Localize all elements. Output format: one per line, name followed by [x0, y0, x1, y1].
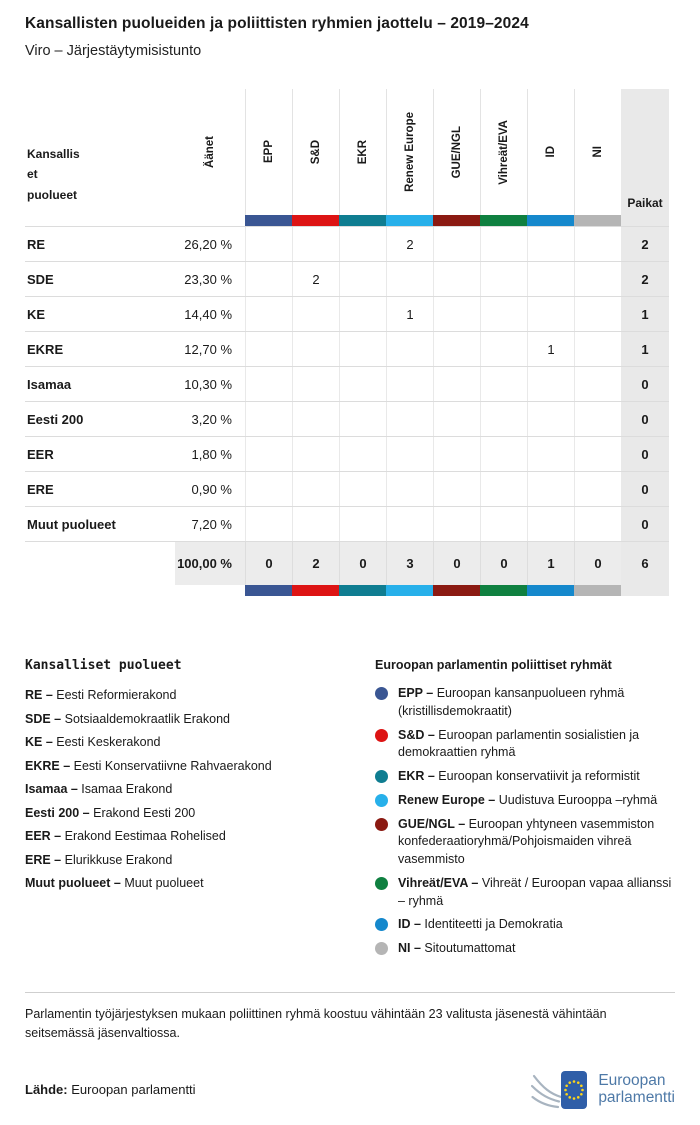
group-value-cell [527, 367, 574, 401]
source-label: Lähde: [25, 1081, 68, 1097]
group-color-dot [375, 818, 388, 831]
group-abbr: NI – [398, 941, 425, 955]
party-legend-item [25, 712, 375, 726]
group-value-cell [527, 437, 574, 471]
group-color-bar [292, 215, 339, 226]
group-value-cell [292, 227, 339, 261]
group-value-cell [574, 367, 621, 401]
group-value-cell [480, 297, 527, 331]
group-value-cell [386, 472, 433, 506]
group-value-cell [433, 437, 480, 471]
party-abbr: RE – [25, 688, 57, 702]
source-line [25, 1082, 196, 1097]
table-row [25, 401, 669, 436]
group-legend-text [398, 727, 675, 763]
strip-spacer [175, 215, 245, 226]
party-abbr: EKRE – [25, 758, 74, 773]
party-abbr: Isamaa – [25, 782, 82, 796]
group-value-cell [433, 297, 480, 331]
page-subtitle: Viro – Järjestäytymisistunto [25, 43, 202, 59]
total-group-cell: 3 [386, 542, 433, 585]
group-color-bar [245, 585, 292, 596]
group-legend-text [398, 940, 515, 958]
seats-cell: 0 [621, 507, 669, 541]
group-column-header [574, 89, 621, 215]
party-name-cell: Eesti 200 [27, 411, 84, 427]
party-legend-list [25, 688, 375, 890]
color-strip-row [25, 215, 669, 226]
group-legend-text [398, 792, 657, 810]
table-total-row [25, 541, 669, 585]
group-value-cell [433, 367, 480, 401]
group-legend-text [398, 875, 675, 911]
group-value-cell [245, 332, 292, 366]
strip-seats-cell [621, 215, 669, 226]
group-color-bar [433, 585, 480, 596]
group-value-cell [339, 332, 386, 366]
group-column-label: ID [545, 146, 557, 158]
group-color-bar [339, 585, 386, 596]
votes-cell: 7,20 % [191, 516, 232, 532]
group-value-cell [245, 437, 292, 471]
votes-column-header [175, 89, 245, 215]
seats-cell: 0 [621, 367, 669, 401]
group-color-bar [386, 215, 433, 226]
group-value-cell: 2 [386, 227, 433, 261]
group-value-cell [480, 507, 527, 541]
votes-column-label: Äänet [204, 136, 216, 168]
group-value-cell [480, 262, 527, 296]
party-abbr: ERE – [25, 852, 65, 867]
group-color-bar [339, 215, 386, 226]
group-value-cell [574, 297, 621, 331]
group-value-cell [339, 227, 386, 261]
seats-cell: 1 [621, 332, 669, 366]
group-legend-text [398, 916, 563, 934]
group-value-cell [292, 472, 339, 506]
strip-spacer [25, 215, 175, 226]
party-legend-item [25, 759, 375, 773]
strip-seats-cell [621, 585, 669, 596]
source-value: Euroopan parlamentti [71, 1081, 196, 1097]
group-color-bar [480, 585, 527, 596]
group-value-cell [480, 472, 527, 506]
total-group-cell: 0 [245, 542, 292, 585]
group-value-cell [527, 472, 574, 506]
group-description: Uudistuva Eurooppa –ryhmä [498, 792, 658, 807]
party-full-name: Isamaa Erakond [81, 782, 173, 796]
group-column-label: NI [592, 146, 604, 158]
table-row [25, 226, 669, 261]
ep-logo-mark [531, 1066, 589, 1112]
group-abbr: Renew Europe – [398, 792, 499, 807]
party-legend-item [25, 806, 375, 820]
party-full-name: Muut puolueet [124, 876, 204, 890]
group-column-label: S&D [310, 139, 322, 165]
votes-cell: 12,70 % [184, 341, 232, 357]
votes-cell: 14,40 % [184, 306, 232, 322]
table-header-row [25, 89, 669, 215]
party-abbr: Muut puolueet – [25, 876, 125, 890]
group-value-cell [527, 402, 574, 436]
party-legend-item [25, 829, 375, 843]
group-value-cell [527, 297, 574, 331]
seats-cell: 0 [621, 437, 669, 471]
party-full-name: Eesti Konservatiivne Rahvaerakond [73, 758, 272, 773]
party-name-cell: Muut puolueet [27, 516, 116, 532]
group-value-cell [386, 402, 433, 436]
party-column-header-line: puolueet [27, 187, 77, 202]
page-title: Kansallisten puolueiden ja poliittisten ryhmien jaottelu – 2019–2024 [25, 15, 529, 32]
seats-column-label: Paikat [627, 196, 663, 210]
group-value-cell [339, 472, 386, 506]
seats-column-header [621, 89, 669, 215]
group-abbr: GUE/NGL – [398, 816, 469, 831]
party-abbr: Eesti 200 – [25, 805, 94, 820]
party-full-name: Erakond Eesti 200 [93, 805, 196, 820]
color-strip-row [25, 585, 669, 596]
group-value-cell [245, 227, 292, 261]
group-value-cell [527, 507, 574, 541]
group-value-cell [386, 367, 433, 401]
strip-spacer [25, 585, 175, 596]
group-color-dot [375, 942, 388, 955]
group-legend-item [375, 768, 675, 786]
total-group-cell: 0 [339, 542, 386, 585]
group-legend-text [398, 685, 675, 721]
group-column-header [480, 89, 527, 215]
total-votes-cell: 100,00 % [175, 542, 245, 585]
group-legend-item [375, 940, 675, 958]
group-value-cell [527, 227, 574, 261]
group-column-header [245, 89, 292, 215]
source-row [25, 1066, 675, 1112]
group-value-cell [433, 402, 480, 436]
group-value-cell [339, 297, 386, 331]
group-value-cell [245, 367, 292, 401]
group-legend-item [375, 916, 675, 934]
group-value-cell [480, 332, 527, 366]
group-value-cell [339, 402, 386, 436]
group-column-header [292, 89, 339, 215]
group-legend-item [375, 792, 675, 810]
group-description: Euroopan yhtyneen vasemmiston konfederaatioryhmä/Pohjoismaiden vihreä vasemmisto [398, 816, 655, 866]
group-value-cell [292, 402, 339, 436]
group-color-bar [574, 585, 621, 596]
group-abbr: Vihreät/EVA – [398, 875, 482, 890]
group-legend-heading: Euroopan parlamentin poliittiset ryhmät [375, 658, 612, 672]
group-value-cell [480, 227, 527, 261]
group-color-dot [375, 794, 388, 807]
group-abbr: S&D – [398, 727, 439, 742]
group-value-cell [433, 472, 480, 506]
seats-cell: 0 [621, 402, 669, 436]
results-table [25, 89, 669, 596]
group-value-cell [292, 332, 339, 366]
table-row [25, 471, 669, 506]
group-color-dot [375, 687, 388, 700]
group-value-cell [574, 262, 621, 296]
group-color-dot [375, 770, 388, 783]
group-value-cell [574, 332, 621, 366]
group-color-bar [386, 585, 433, 596]
group-value-cell [386, 507, 433, 541]
party-legend-item [25, 735, 375, 749]
group-value-cell [480, 367, 527, 401]
votes-cell: 1,80 % [191, 446, 232, 462]
party-legend-item [25, 853, 375, 867]
group-value-cell [574, 437, 621, 471]
total-seats-cell: 6 [621, 542, 669, 585]
group-column-label: Renew Europe [404, 112, 416, 192]
group-description: Vihreät / Euroopan vapaa allianssi – ryhmä [398, 875, 672, 908]
party-legend-heading: Kansalliset puolueet [25, 658, 182, 673]
group-value-cell [339, 507, 386, 541]
ep-logo-text-line1: Euroopan [598, 1071, 666, 1089]
group-value-cell [386, 332, 433, 366]
party-name-cell: SDE [27, 271, 54, 287]
group-abbr: ID – [398, 917, 425, 932]
votes-cell: 10,30 % [184, 376, 232, 392]
ep-logo-text [598, 1072, 675, 1107]
group-legend-text [398, 816, 675, 869]
group-color-dot [375, 729, 388, 742]
group-value-cell [574, 402, 621, 436]
total-group-cell: 0 [433, 542, 480, 585]
group-value-cell [292, 367, 339, 401]
total-group-cell: 2 [292, 542, 339, 585]
group-value-cell [574, 227, 621, 261]
party-column-header-line: et [27, 167, 38, 182]
group-color-dot [375, 918, 388, 931]
table-row [25, 366, 669, 401]
group-color-bar [433, 215, 480, 226]
party-full-name: Elurikkuse Erakond [64, 852, 173, 867]
party-column-header [25, 89, 175, 215]
legend-section [25, 658, 675, 964]
group-value-cell [245, 297, 292, 331]
party-legend [25, 658, 375, 964]
group-value-cell [480, 437, 527, 471]
group-legend-list [375, 685, 675, 958]
votes-cell: 3,20 % [191, 411, 232, 427]
group-value-cell [433, 507, 480, 541]
group-column-label: EPP [263, 140, 275, 164]
group-value-cell [574, 507, 621, 541]
ep-logo [531, 1066, 675, 1112]
party-name-cell: KE [27, 306, 46, 322]
group-value-cell [292, 437, 339, 471]
votes-cell: 0,90 % [191, 481, 232, 497]
group-description: Euroopan kansanpuolueen ryhmä (kristillisdemokraatit) [398, 686, 625, 718]
party-name-cell: RE [27, 236, 46, 252]
party-full-name: Erakond Eestimaa Rohelised [64, 829, 226, 843]
group-value-cell [245, 472, 292, 506]
party-abbr: KE – [25, 735, 57, 749]
party-name-cell: Isamaa [27, 376, 72, 392]
group-column-header [527, 89, 574, 215]
party-abbr: SDE – [25, 711, 65, 726]
group-value-cell [245, 507, 292, 541]
party-name-cell: EER [27, 446, 54, 462]
group-value-cell: 1 [386, 297, 433, 331]
seats-cell: 0 [621, 472, 669, 506]
group-color-bar [574, 215, 621, 226]
group-abbr: EKR – [398, 769, 439, 783]
group-legend-text [398, 768, 640, 786]
group-color-bar [527, 215, 574, 226]
group-description: Identiteetti ja Demokratia [424, 917, 563, 932]
group-value-cell [339, 437, 386, 471]
seats-cell: 2 [621, 227, 669, 261]
group-value-cell [339, 262, 386, 296]
group-abbr: EPP – [398, 686, 437, 700]
votes-cell: 23,30 % [184, 271, 232, 287]
group-value-cell [433, 262, 480, 296]
party-name-cell: ERE [27, 481, 54, 497]
party-legend-item [25, 782, 375, 796]
seats-cell: 2 [621, 262, 669, 296]
total-group-cell: 0 [480, 542, 527, 585]
party-legend-item [25, 688, 375, 702]
group-value-cell [245, 402, 292, 436]
party-name-cell: EKRE [27, 341, 64, 357]
group-value-cell [386, 262, 433, 296]
table-row [25, 296, 669, 331]
party-full-name: Eesti Reformierakond [56, 688, 177, 702]
group-value-cell [245, 262, 292, 296]
group-value-cell [433, 227, 480, 261]
total-group-cell: 1 [527, 542, 574, 585]
group-value-cell: 1 [527, 332, 574, 366]
group-column-label: EKR [357, 139, 369, 165]
group-column-label: GUE/NGL [451, 125, 463, 179]
group-color-dot [375, 877, 388, 890]
group-legend-item [375, 816, 675, 869]
group-legend-item [375, 875, 675, 911]
group-value-cell: 2 [292, 262, 339, 296]
group-color-bar [480, 215, 527, 226]
group-color-bar [527, 585, 574, 596]
group-value-cell [480, 402, 527, 436]
group-value-cell [433, 332, 480, 366]
group-value-cell [527, 262, 574, 296]
group-column-label: Vihreät/EVA [498, 119, 510, 185]
party-full-name: Eesti Keskerakond [56, 735, 161, 749]
group-column-header [386, 89, 433, 215]
group-color-bar [292, 585, 339, 596]
group-legend [375, 658, 675, 964]
group-value-cell [386, 437, 433, 471]
total-spacer-cell [25, 542, 175, 585]
group-value-cell [292, 507, 339, 541]
strip-spacer [175, 585, 245, 596]
footnote: Parlamentin työjärjestyksen mukaan poliittinen ryhmä koostuu vähintään 23 valitusta jäsenestä vähintään seitsemässä jäsenvaltiossa. [25, 992, 675, 1043]
group-value-cell [292, 297, 339, 331]
party-column-header-line: Kansallis [27, 146, 80, 161]
votes-cell: 26,20 % [184, 236, 232, 252]
group-description: Euroopan konservatiivit ja reformistit [438, 769, 640, 783]
party-legend-item [25, 876, 375, 890]
table-row [25, 261, 669, 296]
group-value-cell [574, 472, 621, 506]
group-legend-item [375, 685, 675, 721]
group-description: Euroopan parlamentin sosialistien ja demokraattien ryhmä [398, 727, 640, 760]
table-row [25, 436, 669, 471]
group-column-header [433, 89, 480, 215]
table-row [25, 506, 669, 541]
group-column-header [339, 89, 386, 215]
table-row [25, 331, 669, 366]
group-color-bar [245, 215, 292, 226]
total-group-cell: 0 [574, 542, 621, 585]
party-abbr: EER – [25, 829, 65, 843]
ep-logo-text-line2: parlamentti [598, 1089, 675, 1107]
group-value-cell [339, 367, 386, 401]
seats-cell: 1 [621, 297, 669, 331]
party-full-name: Sotsiaaldemokraatlik Erakond [64, 711, 230, 726]
group-description: Sitoutumattomat [424, 941, 516, 955]
group-legend-item [375, 727, 675, 763]
